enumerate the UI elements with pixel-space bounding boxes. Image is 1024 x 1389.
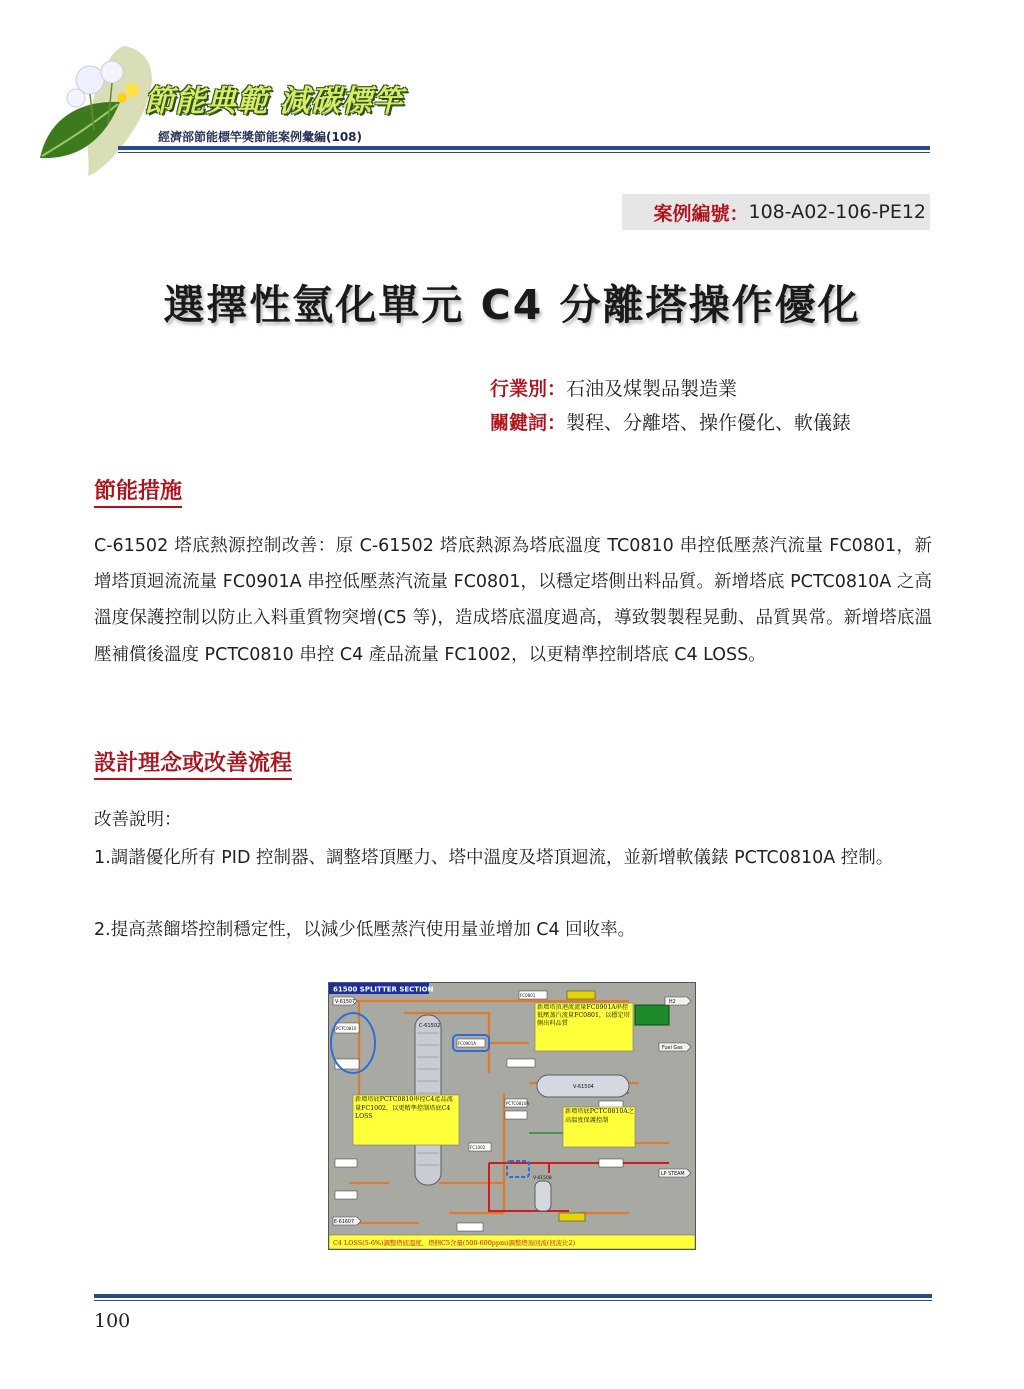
callout-reflux <box>535 1003 633 1051</box>
header-rule <box>118 146 930 150</box>
footer-rule <box>94 1294 932 1298</box>
fc1002-tag: FC1002 <box>470 1145 486 1150</box>
vessel-tag: V-61508 <box>533 1176 552 1181</box>
section-heading-design: 設計理念或改善流程 <box>94 746 292 780</box>
case-number-value: 108-A02-106-PE12 <box>748 201 926 223</box>
keywords-label: 關鍵詞： <box>490 412 567 434</box>
footer-rule-thin <box>94 1300 932 1301</box>
figure-caption: C4 LOSS(5-6%)調整塔底溫度，塔側C5含量(500-600ppm)調整塔頂回流(回流比2) <box>333 1239 576 1247</box>
case-number-label: 案例編號： <box>653 202 749 225</box>
keywords-row <box>490 408 851 435</box>
callout-bottom-pctc <box>353 1095 459 1145</box>
callout-bottom-pctc-text: 新增塔底PCTC0810串控C4產品流量FC1002，以更精準控制塔底C4 LOSS <box>355 1096 453 1121</box>
fc0801-tag: FC0801 <box>520 993 536 998</box>
industry-label: 行業別： <box>490 378 567 400</box>
case-number-box <box>622 194 930 230</box>
improvement-item: 2.提高蒸餾塔控制穩定性，以減少低壓蒸汽使用量並增加 C4 回收率。 <box>94 920 636 940</box>
industry-value: 石油及煤製品製造業 <box>566 378 738 400</box>
section-heading-measures: 節能措施 <box>94 474 182 508</box>
callout-protection-text: 新增塔底PCTC0810A之高溫度保護控制 <box>565 1108 634 1124</box>
dcs-screenshot <box>328 982 696 1250</box>
drum-tag: V-61504 <box>573 1084 594 1090</box>
measures-paragraph: C-61502 塔底熱源控制改善：原 C-61502 塔底熱源為塔底溫度 TC0810 串控低壓蒸汽流量 FC0801，新增塔頂迴流流量 FC0901A 串控低壓蒸汽流量 FC0801，以穩定塔側出料品質。新增塔底 PCTC0810A 之高溫度保護控制以防止入料重質物突增(C5 等)，造成塔底溫度過高，導致製製程晃動、品質異常。新增塔底溫壓補償後溫度 PCTC0810 串控 C4 產品流量 FC1002，以更精準控制塔底 C4 LOSS。 <box>94 536 932 665</box>
improvement-item: 1.調諧優化所有 PID 控制器、調整塔頂壓力、塔中溫度及塔頂迴流，並新增軟儀錶 PCTC0810A 控制。 <box>94 848 894 868</box>
column-tag: C-61502 <box>419 1023 441 1029</box>
callout-protection <box>563 1107 635 1147</box>
steam-lines <box>489 1163 669 1211</box>
exchanger-box <box>635 1005 669 1025</box>
e61607-label: E-61607 <box>334 1220 355 1225</box>
keywords-value: 製程、分離塔、操作優化、軟儀錶 <box>566 412 852 434</box>
fuel-gas-label: Fuel Gas <box>662 1046 683 1051</box>
pctc0810-tag: PCTC0810 <box>336 1026 357 1031</box>
page-title: 選擇性氫化單元 C4 分離塔操作優化 <box>163 281 861 329</box>
industry-row <box>490 374 737 401</box>
v61507-label: V-61507 <box>335 1000 355 1005</box>
pctc0810a-tag: PCTC0810A <box>506 1101 530 1106</box>
process-diagram <box>329 983 695 1249</box>
window-title: 61500 SPLITTER SECTION <box>333 985 434 994</box>
improvement-intro: 改善說明： <box>94 810 182 830</box>
vessel-v61508 <box>535 1181 551 1211</box>
fc0901a-tag: FC0901A <box>458 1041 477 1046</box>
brand-subtitle: 經濟部節能標竿獎節能案例彙編(108) <box>158 130 363 144</box>
callout-reflux-text: 新增塔頂迴流流量FC0901A串控低壓蒸汽流量FC0801，以穩定塔側出料品質 <box>537 1004 630 1028</box>
h2-label: H2 <box>669 1000 676 1005</box>
lp-steam-label: LP STEAM <box>661 1172 685 1177</box>
header-rule-thin <box>118 152 930 153</box>
page-number: 100 <box>94 1310 131 1332</box>
brand-title: 節能典範 減碳標竿 <box>144 84 404 119</box>
